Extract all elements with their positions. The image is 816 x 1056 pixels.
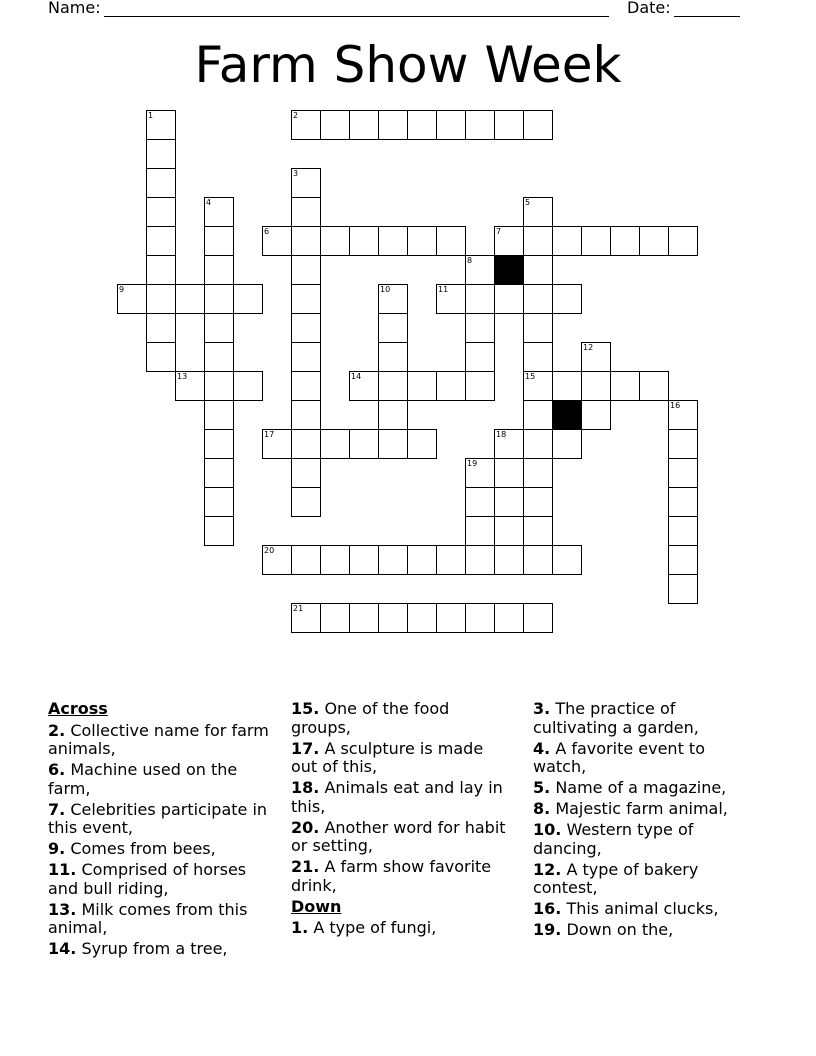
clue-text: Animals eat and lay in this, [291,778,503,816]
grid-cell[interactable] [349,371,379,401]
clue-number-label: 17. [291,738,320,758]
grid-cell[interactable] [494,226,524,256]
grid-cell[interactable] [291,545,321,575]
page-title: Farm Show Week [194,36,622,94]
grid-cell[interactable] [523,284,553,314]
clue-number: 9 [119,285,125,294]
grid-cell[interactable] [378,313,408,343]
clue-item [533,740,763,777]
clue-item [48,940,276,959]
clue-text: Name of a magazine, [555,778,727,797]
grid-cell[interactable] [494,110,524,140]
clue-number-label: 18. [291,778,320,797]
clue-text: A favorite event to watch, [533,738,705,776]
clue-item [533,900,763,919]
down-clue-list-continued [533,700,763,940]
grid-cell[interactable] [117,284,147,314]
clue-number: 6 [264,227,270,236]
grid-cell[interactable] [465,545,495,575]
clue-number: 11 [438,285,449,294]
grid-cell[interactable] [523,487,553,517]
grid-cell[interactable] [291,110,321,140]
grid-cell[interactable] [262,429,292,459]
clue-number: 8 [467,256,473,265]
grid-cell[interactable] [204,342,234,372]
grid-cell[interactable] [204,255,234,285]
grid-cell[interactable] [146,284,176,314]
grid-cell[interactable] [175,284,205,314]
clue-text: Comprised of horses and bull riding, [48,860,247,898]
grid-cell[interactable] [378,371,408,401]
grid-cell[interactable] [494,458,524,488]
grid-cell[interactable] [552,545,582,575]
grid-cell[interactable] [523,545,553,575]
grid-cell[interactable] [436,371,466,401]
grid-cell[interactable] [291,458,321,488]
clue-text: Western type of dancing, [533,820,694,858]
clue-text: Machine used on the farm, [48,760,238,798]
clue-text: Down on the, [566,920,674,939]
clue-text: This animal clucks, [566,899,719,918]
grid-cell[interactable] [175,371,205,401]
clue-item [533,821,763,858]
clue-number: 12 [583,343,594,352]
clues-column-2 [291,700,513,940]
clue-item [48,801,276,838]
clue-number: 16 [670,401,681,410]
grid-cell[interactable] [204,371,234,401]
clue-number: 7 [496,227,502,236]
clue-text: Milk comes from this animal, [48,899,248,937]
clue-number-label: 6. [48,760,66,779]
grid-cell[interactable] [523,110,553,140]
grid-cell[interactable] [465,458,495,488]
grid-cell[interactable] [204,458,234,488]
across-heading: Across [48,699,108,718]
grid-cell[interactable] [552,429,582,459]
grid-cell[interactable] [668,487,698,517]
grid-cell[interactable] [291,168,321,198]
clue-number-label: 1. [291,918,309,937]
grid-cell[interactable] [407,371,437,401]
grid-cell[interactable] [581,226,611,256]
down-heading: Down [291,896,342,916]
grid-cell[interactable] [581,400,611,430]
date-label: Date: [627,0,671,17]
grid-cell[interactable] [465,516,495,546]
grid-cell[interactable] [233,284,263,314]
grid-cell[interactable] [523,197,553,227]
grid-cell[interactable] [523,603,553,633]
grid-cell-blocked [552,400,582,430]
grid-cell[interactable] [291,487,321,517]
grid-cell[interactable] [291,255,321,285]
grid-cell[interactable] [146,255,176,285]
clue-number: 1 [148,111,154,120]
grid-cell[interactable] [552,284,582,314]
grid-cell[interactable] [465,487,495,517]
grid-cell[interactable] [204,197,234,227]
clue-item [533,921,763,940]
clue-number: 2 [293,111,299,120]
grid-cell[interactable] [349,226,379,256]
grid-cell[interactable] [668,516,698,546]
grid-cell[interactable] [639,371,669,401]
grid-cell[interactable] [291,284,321,314]
across-clue-list-continued [291,700,513,895]
name-label: Name: [48,0,101,17]
grid-cell[interactable] [378,226,408,256]
clue-text: Syrup from a tree, [81,939,228,958]
grid-cell[interactable] [204,429,234,459]
grid-cell[interactable] [146,226,176,256]
clue-number: 21 [293,604,304,613]
grid-cell[interactable] [262,226,292,256]
grid-cell[interactable] [610,226,640,256]
grid-cell[interactable] [378,284,408,314]
clue-number: 18 [496,430,507,439]
grid-cell[interactable] [465,255,495,285]
grid-cell[interactable] [494,284,524,314]
grid-cell[interactable] [436,545,466,575]
grid-cell[interactable] [291,400,321,430]
grid-cell[interactable] [320,545,350,575]
grid-cell[interactable] [523,429,553,459]
grid-cell[interactable] [465,342,495,372]
grid-cell[interactable] [146,139,176,169]
clue-number: 19 [467,459,478,468]
grid-cell[interactable] [378,603,408,633]
clue-number-label: 4. [533,738,551,758]
clue-number-label: 19. [533,920,562,939]
clue-item [48,901,276,938]
grid-cell[interactable] [349,429,379,459]
grid-cell[interactable] [523,342,553,372]
down-clue-list [291,919,513,938]
grid-cell[interactable] [320,110,350,140]
clue-text: The practice of cultivating a garden, [533,699,699,737]
grid-cell[interactable] [291,429,321,459]
clue-text: Another word for habit or setting, [291,817,506,855]
clue-number-label: 15. [291,699,320,718]
grid-cell[interactable] [146,110,176,140]
grid-cell[interactable] [465,110,495,140]
grid-cell[interactable] [465,371,495,401]
grid-cell[interactable] [668,400,698,430]
clue-item [48,761,276,798]
grid-cell[interactable] [204,516,234,546]
clue-text: A type of fungi, [313,918,437,937]
grid-cell[interactable] [233,371,263,401]
grid-cell[interactable] [378,110,408,140]
clue-number-label: 20. [291,817,320,837]
grid-cell[interactable] [668,574,698,604]
clue-number-label: 7. [48,799,66,819]
grid-cell[interactable] [639,226,669,256]
clue-item [291,700,513,737]
grid-cell[interactable] [494,516,524,546]
grid-cell[interactable] [262,545,292,575]
grid-cell[interactable] [146,313,176,343]
grid-cell[interactable] [291,371,321,401]
grid-cell[interactable] [436,284,466,314]
clue-item [533,861,763,898]
grid-cell[interactable] [552,371,582,401]
clue-text: Majestic farm animal, [555,799,728,818]
grid-cell[interactable] [668,226,698,256]
grid-cell[interactable] [146,197,176,227]
grid-cell[interactable] [378,400,408,430]
clues-column-3 [533,700,763,942]
grid-cell[interactable] [465,313,495,343]
clue-number-label: 3. [533,699,551,718]
clue-number-label: 2. [48,720,66,740]
grid-cell[interactable] [407,429,437,459]
grid-cell[interactable] [523,313,553,343]
clue-number-label: 9. [48,839,66,858]
grid-cell[interactable] [407,226,437,256]
grid-cell[interactable] [407,545,437,575]
grid-cell[interactable] [523,255,553,285]
clue-number-label: 12. [533,859,562,879]
grid-cell[interactable] [349,545,379,575]
clue-item [533,779,763,798]
grid-cell[interactable] [436,603,466,633]
grid-cell[interactable] [581,342,611,372]
clue-number: 17 [264,430,275,439]
grid-cell[interactable] [523,516,553,546]
grid-cell[interactable] [291,197,321,227]
clue-number-label: 13. [48,899,77,919]
grid-cell[interactable] [494,545,524,575]
clue-number: 3 [293,169,299,178]
grid-cell[interactable] [494,429,524,459]
clue-text: One of the food groups, [291,699,450,737]
clue-number-label: 11. [48,860,77,879]
grid-cell[interactable] [523,226,553,256]
clue-number-label: 21. [291,857,320,876]
grid-cell[interactable] [552,226,582,256]
clue-text: Comes from bees, [70,839,216,858]
grid-cell[interactable] [204,487,234,517]
clue-number: 15 [525,372,536,381]
clue-number-label: 8. [533,799,551,818]
grid-cell[interactable] [523,400,553,430]
clue-text: Celebrities participate in this event, [48,799,268,837]
clue-item [291,740,513,777]
grid-cell[interactable] [407,603,437,633]
grid-cell[interactable] [668,429,698,459]
grid-cell[interactable] [378,342,408,372]
clue-number-label: 16. [533,899,562,918]
clue-text: Collective name for farm animals, [48,720,269,758]
clue-text: A type of bakery contest, [533,859,699,897]
clue-item [291,858,513,895]
grid-cell[interactable] [407,110,437,140]
clue-number-label: 5. [533,778,551,797]
grid-cell[interactable] [320,429,350,459]
grid-cell[interactable] [581,371,611,401]
grid-cell[interactable] [291,603,321,633]
clue-item [291,919,513,938]
grid-cell[interactable] [320,226,350,256]
grid-cell[interactable] [465,284,495,314]
grid-cell[interactable] [291,342,321,372]
clue-text: A farm show favorite drink, [291,857,492,895]
clue-item [533,800,763,819]
grid-cell[interactable] [436,110,466,140]
grid-cell-blocked [494,255,524,285]
grid-cell[interactable] [349,110,379,140]
grid-cell[interactable] [494,603,524,633]
clue-number-label: 10. [533,820,562,839]
clue-item [291,819,513,856]
grid-cell[interactable] [378,545,408,575]
grid-cell[interactable] [291,226,321,256]
clue-item [48,840,276,859]
grid-cell[interactable] [291,313,321,343]
grid-cell[interactable] [204,313,234,343]
clues-column-1 [48,700,276,961]
clue-item [48,722,276,759]
clue-number: 5 [525,198,531,207]
clue-number: 20 [264,546,275,555]
grid-cell[interactable] [610,371,640,401]
grid-cell[interactable] [523,371,553,401]
across-clue-list [48,722,276,959]
grid-cell[interactable] [523,458,553,488]
grid-cell[interactable] [146,342,176,372]
clue-number: 4 [206,198,212,207]
grid-cell[interactable] [204,400,234,430]
clue-number: 14 [351,372,362,381]
clue-number-label: 14. [48,939,77,958]
grid-cell[interactable] [349,603,379,633]
clue-text: A sculpture is made out of this, [291,738,484,776]
grid-cell[interactable] [378,429,408,459]
grid-cell[interactable] [668,545,698,575]
clue-item [291,779,513,816]
grid-cell[interactable] [465,603,495,633]
grid-cell[interactable] [146,168,176,198]
grid-cell[interactable] [204,284,234,314]
grid-cell[interactable] [668,458,698,488]
clue-item [533,700,763,737]
clue-item [48,861,276,898]
clue-number: 13 [177,372,188,381]
grid-cell[interactable] [494,487,524,517]
grid-cell[interactable] [436,226,466,256]
clue-number: 10 [380,285,391,294]
grid-cell[interactable] [204,226,234,256]
grid-cell[interactable] [320,603,350,633]
